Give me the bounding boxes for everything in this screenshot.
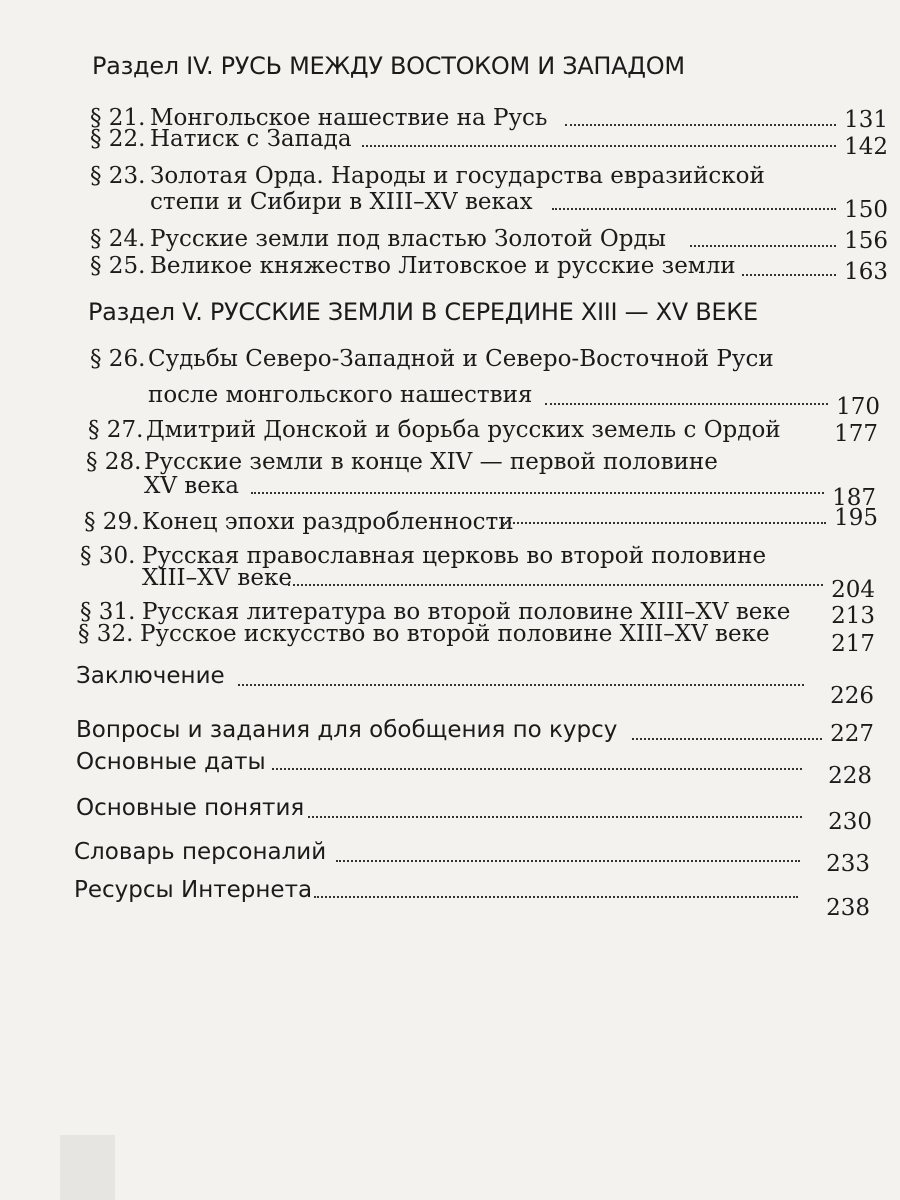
paragraph-number: § 28. [86, 449, 142, 475]
toc-entry[interactable] [74, 838, 870, 878]
entry-title: Ресурсы Интернета [74, 877, 313, 903]
dot-leader [632, 738, 822, 740]
toc-entry[interactable] [76, 748, 872, 788]
page-number: 131 [844, 107, 888, 133]
entry-title: Русские земли в конце XIV — первой половине [144, 449, 718, 475]
toc-entry[interactable] [80, 542, 875, 602]
toc-entry[interactable] [90, 162, 888, 222]
entry-title-continuation: степи и Сибири в XIII–XV веках [150, 189, 533, 215]
entry-title: Натиск с Запада [150, 126, 352, 152]
dot-leader [336, 860, 800, 862]
entry-title-continuation: XV века [144, 473, 239, 499]
entry-title: Монгольское нашествие на Русь [150, 105, 548, 131]
dot-leader [742, 274, 836, 276]
page-number: 213 [831, 603, 875, 629]
entry-title: Судьбы Северо-Западной и Северо-Восточной Руси [148, 346, 774, 372]
page-number: 226 [830, 683, 874, 709]
entry-title: Вопросы и задания для обобщения по курсу [76, 717, 618, 743]
entry-title: Золотая Орда. Народы и государства евразийской [150, 163, 765, 189]
dot-leader [545, 403, 828, 405]
section-heading: Раздел IV. РУСЬ МЕЖДУ ВОСТОКОМ И ЗАПАДОМ [92, 52, 685, 80]
page-number: 227 [830, 721, 874, 747]
toc-entry[interactable] [78, 620, 875, 657]
paragraph-number: § 23. [90, 163, 146, 189]
toc-entry[interactable] [86, 448, 876, 511]
paragraph-number: § 30. [80, 543, 136, 569]
entry-title: Великое княжество Литовское и русские земли [150, 253, 736, 279]
toc-entry[interactable] [90, 345, 880, 420]
entry-title: Русские земли под властью Золотой Орды [150, 226, 666, 252]
toc-entry[interactable] [88, 416, 878, 446]
entry-title-continuation: XIII–XV веке [142, 565, 292, 591]
entry-title: Заключение [76, 663, 225, 689]
page-number: 217 [831, 631, 875, 657]
dot-leader [362, 145, 836, 147]
dot-leader [308, 816, 802, 818]
toc-entry[interactable] [76, 716, 874, 750]
page-number: 228 [828, 763, 872, 789]
toc-entry[interactable] [74, 876, 870, 926]
dot-leader [288, 584, 823, 586]
paragraph-number: § 24. [90, 226, 146, 252]
page-number: 170 [836, 394, 880, 420]
page-number: 230 [828, 809, 872, 835]
page-number: 150 [844, 197, 888, 223]
paragraph-number: § 32. [78, 621, 134, 647]
page-corner-shade [60, 1135, 115, 1200]
entry-title-continuation: после монгольского нашествия [148, 382, 533, 408]
page-number: 142 [844, 134, 888, 160]
toc-entry[interactable] [84, 505, 878, 538]
dot-leader [238, 684, 804, 686]
page-number: 163 [844, 259, 888, 285]
toc-entry[interactable] [90, 225, 888, 255]
paragraph-number: § 29. [84, 509, 140, 535]
entry-title: Русская православная церковь во второй половине [142, 543, 767, 569]
page-number: 177 [834, 421, 878, 447]
toc-entry[interactable] [76, 794, 872, 834]
dot-leader [552, 208, 836, 210]
page-number: 233 [826, 851, 870, 877]
entry-title: Словарь персоналий [74, 839, 327, 865]
dot-leader [251, 492, 824, 494]
dot-leader [272, 768, 802, 770]
paragraph-number: § 31. [80, 599, 136, 625]
dot-leader [690, 245, 836, 247]
toc-entry[interactable] [76, 662, 874, 708]
entry-title: Конец эпохи раздробленности [142, 509, 514, 535]
entry-title: Русское искусство во второй половине XIII–XV веке [140, 621, 770, 647]
toc-entry[interactable] [90, 252, 888, 285]
entry-title: Русская литература во второй половине XIII–XV веке [142, 599, 791, 625]
entry-title: Основные даты [76, 749, 266, 775]
dot-leader [502, 522, 826, 524]
paragraph-number: § 26. [90, 346, 146, 372]
toc-entry[interactable] [90, 125, 888, 160]
entry-title: Дмитрий Донской и борьба русских земель с Ордой [146, 417, 781, 443]
entry-title: Основные понятия [76, 795, 305, 821]
section-heading: Раздел V. РУССКИЕ ЗЕМЛИ В СЕРЕДИНЕ XIII — XV ВЕКЕ [88, 298, 758, 326]
page-number: 238 [826, 895, 870, 921]
paragraph-number: § 22. [90, 126, 146, 152]
page-number: 156 [844, 228, 888, 254]
paragraph-number: § 25. [90, 253, 146, 279]
paragraph-number: § 27. [88, 417, 144, 443]
dot-leader [314, 896, 798, 898]
page-number: 195 [834, 505, 878, 531]
paragraph-number: § 21. [90, 105, 146, 131]
page-number: 187 [832, 485, 876, 511]
page-number: 204 [831, 577, 875, 603]
